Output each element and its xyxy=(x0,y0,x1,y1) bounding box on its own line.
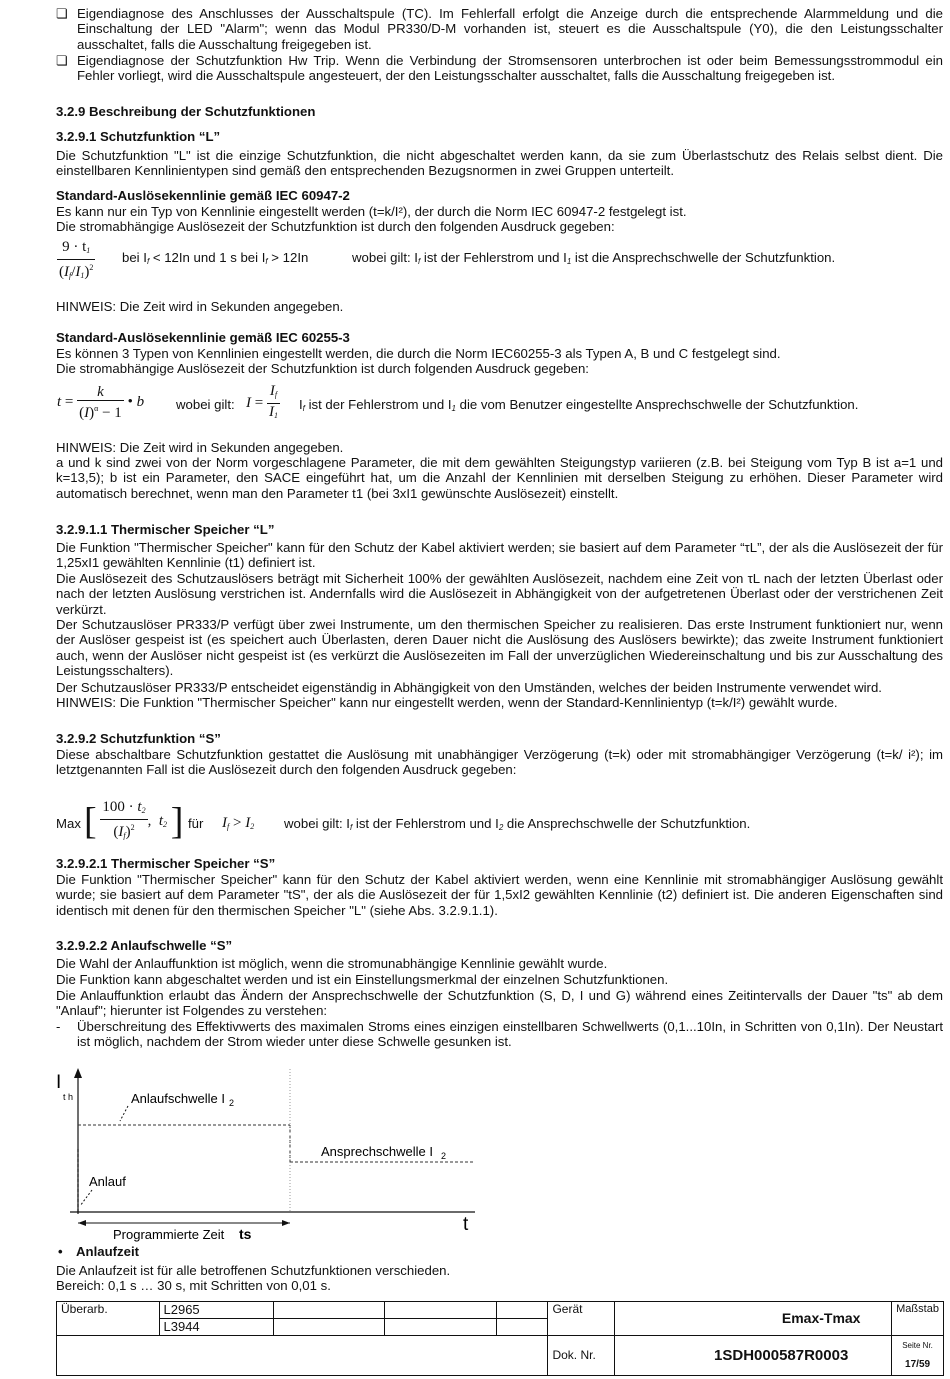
iec60947-line1: Es kann nur ein Typ von Kennlinie eingestellt werden (t=k/I²), der durch die Norm IEC 60947-2 festgelegt ist. xyxy=(56,204,687,219)
formula-max: Max xyxy=(56,816,81,831)
checkbox-bullet: ❏ xyxy=(56,6,68,21)
scale-label: Maßstab xyxy=(892,1302,944,1336)
iec60255-note: HINWEIS: Die Zeit wird in Sekunden angegeben. xyxy=(56,440,344,455)
upper-leader-line xyxy=(120,1106,128,1121)
iec60255-params: a und k sind zwei von der Norm vorgeschlagene Parameter, die mit dem gewählten Steigungstyp variieren (z.B. bei Steigung vom Typ B ist a=1 und k=13,5); b ist ein Parameter, den SACE eingeführt hat, um die Anzahl der Kennlinien mit derselben Steigung zu erhöhen. Dieser Parameter wird automatisch berechnet, wenn man den Parameter t1 (bei 3xI1 gewünschte Auslösezeit) einstellt. xyxy=(56,455,943,501)
programmed-time-ts: ts xyxy=(239,1226,252,1242)
startup-threshold-label: Anlaufschwelle I xyxy=(131,1091,225,1106)
programmed-time-label: Programmierte Zeit xyxy=(113,1227,225,1242)
diagnostic-tc-text: Eigendiagnose des Anschlusses der Ausschaltspule (TC). Im Fehlerfall erfolgt die Anzeige durch die entsprechende Alarmmeldung und die Einschaltung der LED "Alarm"; wenn das Modul PR330/D-M vorhanden ist, steuert es die Ausschaltspule (Y0), die den Leistungsschalter ausschaltet, falls die Ausschaltung freigegeben ist. xyxy=(77,6,943,52)
doc-number-label: Dok. Nr. xyxy=(548,1336,615,1376)
trip-threshold-label: Ansprechschwelle I xyxy=(321,1144,433,1159)
page-number-cell xyxy=(892,1336,944,1376)
startup-threshold-sub: 2 xyxy=(229,1098,235,1108)
startup-label: Anlauf xyxy=(89,1174,126,1189)
formula-s: [ $\frac{100 \cdot t_2}{(I_f)^2}$ , $t_2$ ] xyxy=(84,799,184,843)
thermal-l-p4: Der Schutzauslöser PR333/P entscheidet eigenständig in Abhängigkeit von den Umständen, welches der beiden Instrumente verwendet wird. xyxy=(56,680,882,695)
revision-label-cell: Überarb. xyxy=(57,1302,160,1336)
startup-threshold-diagram xyxy=(50,1064,490,1244)
page-number-label: Seite Nr. xyxy=(902,1341,933,1350)
anlaufzeit-heading: Anlaufzeit xyxy=(76,1244,140,1259)
y-axis-label: I xyxy=(56,1072,62,1093)
thermal-s-text: Die Funktion "Thermischer Speicher" kann für den Schutz der Kabel aktiviert werden, wenn eine Kennlinie mit stromabhängiger Auslösung gewählt wurde; sie basiert auf dem Parameter "tS", der als die Auslösezeit der für 1,5xI2 gewählten Kennlinie (t2) definiert ist. Die anderen Eigenschaften sind identisch mit denen für den thermischen Speicher "L" (siehe Abs. 3.2.9.1.1). xyxy=(56,872,943,918)
section-heading-3-2-9-1: 3.2.9.1 Schutzfunktion “L” xyxy=(56,129,221,144)
anlaufzeit-bullet: • xyxy=(58,1244,63,1259)
thermal-l-p2: Die Auslösezeit des Schutzauslösers beträgt mit Sicherheit 100% der gewählten Auslösezeit, nachdem eine Zeit von τL nach der letzten Überlast oder nach der letzten Auslösung verstrichen ist. Andernfalls wird die Auslösezeit in Abhängigkeit von der aufgetretenen Überlast oder der verstrichenen Zeit verkürzt. xyxy=(56,571,943,617)
page-number: 17/59 xyxy=(905,1359,931,1371)
section-heading-3-2-9-2-2: 3.2.9.2.2 Anlaufschwelle “S” xyxy=(56,938,233,953)
protection-s-text: Diese abschaltbare Schutzfunktion gestattet die Auslösung mit unabhängiger Verzögerung (t=k) oder mit stromabhängiger Verzögerung (t=k/ i²); im letztgenannten Fall ist die Auslösezeit durch den folgenden Ausdruck gegeben: xyxy=(56,747,943,778)
bar-right-arrow xyxy=(282,1220,290,1226)
iec60255-line1: Es können 3 Typen von Kennlinien eingestellt werden, die durch die Norm IEC60255-3 als Typen A, B und C festgelegt sind. xyxy=(56,346,781,361)
document-footer-table xyxy=(56,1301,944,1376)
formula-legend: wobei gilt: $I_f$ ist der Fehlerstrom und $I_1$ ist die Ansprechschwelle der Schutzfunktion. xyxy=(352,250,836,266)
formula-legend-iec60255: $I_f$ ist der Fehlerstrom und $I_1$ die vom Benutzer eingestellte Ansprechschwelle der Schutzfunktion. xyxy=(299,397,859,413)
iec60947-heading: Standard-Auslösekennlinie gemäß IEC 60947-2 xyxy=(56,188,350,203)
doc-number: 1SDH000587R0003 xyxy=(615,1336,892,1376)
revision-1: L2965 xyxy=(159,1302,274,1319)
formula-s-legend: wobei gilt: $I_f$ ist der Fehlerstrom und $I_2$ die Ansprechschwelle der Schutzfunktion. xyxy=(284,816,751,832)
thermal-l-p3: Der Schutzauslöser PR333/P verfügt über zwei Instrumente, um den thermischen Speicher zu realisieren. Das erste Instrument funktioniert nur, wenn der Auslöser gespeist ist (es speichert auch Überlasten, deren Dauer nicht die Auslösung des Auslösers bewirkte); das zweite Instrument funktioniert auch, wenn der Auslöser nicht gespeist ist (es verkürzt die Auslösezeiten im Fall der unverzüglichen Wiedereinschaltung und bis zur Ausschaltung des Leistungsschalters). xyxy=(56,617,943,679)
formula-wobei: wobei gilt: xyxy=(176,397,235,412)
iec60947-line2: Die stromabhängige Auslösezeit der Schutzfunktion ist durch den folgenden Ausdruck gegeben: xyxy=(56,219,615,234)
formula-condition: bei $I_f < 12In$ und 1 s bei $I_f > 12In$ xyxy=(122,250,309,266)
bar-left-arrow xyxy=(78,1220,86,1226)
x-axis-label: t xyxy=(463,1214,469,1235)
section-heading-3-2-9-2-1: 3.2.9.2.1 Thermischer Speicher “S” xyxy=(56,856,276,871)
device-name: Emax-Tmax xyxy=(615,1302,892,1336)
revision-2: L3944 xyxy=(159,1319,274,1336)
startup-p3: Die Anlauffunktion erlaubt das Ändern der Ansprechschwelle der Schutzfunktion (S, D, I und G) während eines Zeitintervalls der Dauer "ts" ab dem "Anlauf"; hierunter ist Folgendes zu verstehen: xyxy=(56,988,943,1019)
section-heading-3-2-9-2: 3.2.9.2 Schutzfunktion “S” xyxy=(56,731,221,746)
checkbox-bullet: ❏ xyxy=(56,53,68,68)
startup-leader-line xyxy=(80,1190,92,1206)
y-axis-subscript: t h xyxy=(63,1092,74,1102)
thermal-l-p5: HINWEIS: Die Funktion "Thermischer Speicher" kann nur eingestellt werden, wenn der Standard-Kennlinientyp (t=k/I²) gewählt wurde. xyxy=(56,695,838,710)
iec60947-note: HINWEIS: Die Zeit wird in Sekunden angegeben. xyxy=(56,299,344,314)
dash-bullet: - xyxy=(56,1019,61,1034)
formula-l-iec60947: $\frac{9 \cdot t_1}{(I_f/I_1)^2}$ xyxy=(59,239,94,280)
startup-p1: Die Wahl der Anlauffunktion ist möglich, wenn die stromunabhängige Kennlinie gewählt wurde. xyxy=(56,956,608,971)
section-heading-3-2-9: 3.2.9 Beschreibung der Schutzfunktionen xyxy=(56,104,316,119)
iec60255-line2: Die stromabhängige Auslösezeit der Schutzfunktion ist durch folgenden Ausdruck gegeben: xyxy=(56,361,589,376)
thermal-l-p1: Die Funktion "Thermischer Speicher" kann für den Schutz der Kabel aktiviert werden; sie basiert auf dem Parameter “τL”, der als die Auslösezeit der für 1,25xI1 gewählten Kennlinie (t1) definiert ist. xyxy=(56,540,943,571)
anlaufzeit-p2: Bereich: 0,1 s … 30 s, mit Schritten von 0,01 s. xyxy=(56,1278,331,1293)
protection-l-text: Die Schutzfunktion "L" ist die einzige Schutzfunktion, die nicht abgeschaltet werden kann, da sie zum Überlastschutz des Relais selbst dient. Die einstellbaren Kennlinientypen sind gemäß den entsprechenden Bezugsnormen in zwei Gruppen unterteilt. xyxy=(56,148,943,179)
formula-l-iec60255: t = $\frac{k}{(I)^\alpha - 1}$ • b xyxy=(57,384,145,421)
formula-current-ratio: I = $\frac{I_f}{I_1}$ xyxy=(246,383,278,420)
y-axis-arrow xyxy=(74,1068,82,1078)
trip-threshold-sub: 2 xyxy=(441,1151,447,1161)
startup-item: Überschreitung des Effektivwerts des maximalen Stroms eines einzigen einstellbaren Schwellwerts (0,1...10In, in Schritten von 0,1In). Der Neustart ist möglich, nachdem der Strom wieder unter diese Schwelle gesunken ist. xyxy=(77,1019,943,1050)
device-label-cell: Gerät xyxy=(548,1302,615,1336)
formula-fuer: für xyxy=(188,816,204,831)
diagnostic-hwtrip-text: Eigendiagnose der Schutzfunktion Hw Trip. Wenn die Verbindung der Stromsensoren unterbrochen ist oder beim Bemessungsstrommodul ein Fehler vorliegt, wird die Ausschaltspule angesteuert, der den Leistungsschalter ausschaltet, falls die Ausschaltung freigegeben ist. xyxy=(77,53,943,84)
startup-p2: Die Funktion kann abgeschaltet werden und ist ein Einstellungsmerkmal der einzelnen Schutzfunktionen. xyxy=(56,972,669,987)
iec60255-heading: Standard-Auslösekennlinie gemäß IEC 60255-3 xyxy=(56,330,350,345)
section-heading-3-2-9-1-1: 3.2.9.1.1 Thermischer Speicher “L” xyxy=(56,522,275,537)
formula-s-condition: $I_f > I_2$ xyxy=(222,815,255,831)
anlaufzeit-p1: Die Anlaufzeit ist für alle betroffenen Schutzfunktionen verschieden. xyxy=(56,1263,451,1278)
